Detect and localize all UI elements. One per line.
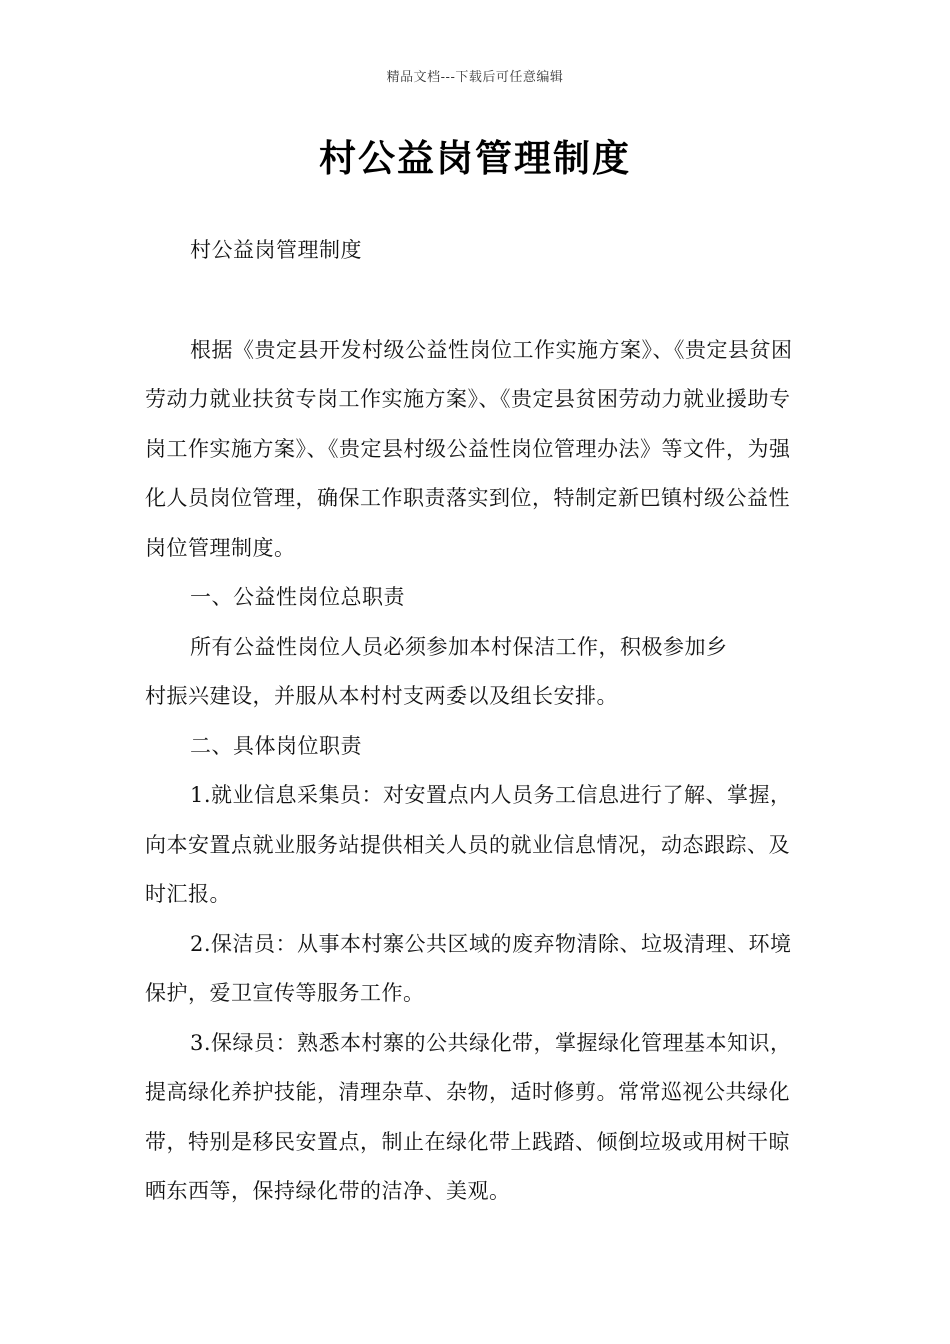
header-note: 精品文档---下载后可任意编辑 [386,70,564,85]
paragraph-general-duties-line1: 所有公益性岗位人员必须参加本村保洁工作，积极参加乡 [190,634,728,659]
document-title: 村公益岗管理制度 [319,137,631,180]
section-heading-specific-duties: 二、具体岗位职责 [190,733,362,758]
paragraph-duty-greenkeeper: 3.保绿员：熟悉本村寨的公共绿化带，掌握绿化管理基本知识，提高绿化养护技能，清理杂草、杂物，适时修剪。常常巡视公共绿化带，特别是移民安置点，制止在绿化带上践踏、倾倒垃圾或用树干晾晒东西等，保持绿化带的洁净、美观。 [145,1030,792,1203]
document-subtitle: 村公益岗管理制度 [190,238,362,262]
paragraph-duty-cleaner: 2.保洁员：从事本村寨公共区域的废弃物清除、垃圾清理、环境保护，爱卫宣传等服务工作。 [145,931,792,1005]
document-body [145,226,810,1217]
paragraph-intro: 根据《贵定县开发村级公益性岗位工作实施方案》、《贵定县贫困劳动力就业扶贫专岗工作实施方案》、《贵定县贫困劳动力就业援助专岗工作实施方案》、《贵定县村级公益性岗位管理办法》等文件，为强化人员岗位管理，确保工作职责落实到位，特制定新巴镇村级公益性岗位管理制度。 [145,337,793,560]
section-heading-general-duties: 一、公益性岗位总职责 [190,585,405,609]
paragraph-general-duties-line2: 村振兴建设，并服从本村村支两委以及组长安排。 [145,684,618,708]
paragraph-duty-info-collector: 1.就业信息采集员：对安置点内人员务工信息进行了解、掌握，向本安置点就业服务站提供相关人员的就业信息情况，动态跟踪、及时汇报。 [145,783,792,906]
